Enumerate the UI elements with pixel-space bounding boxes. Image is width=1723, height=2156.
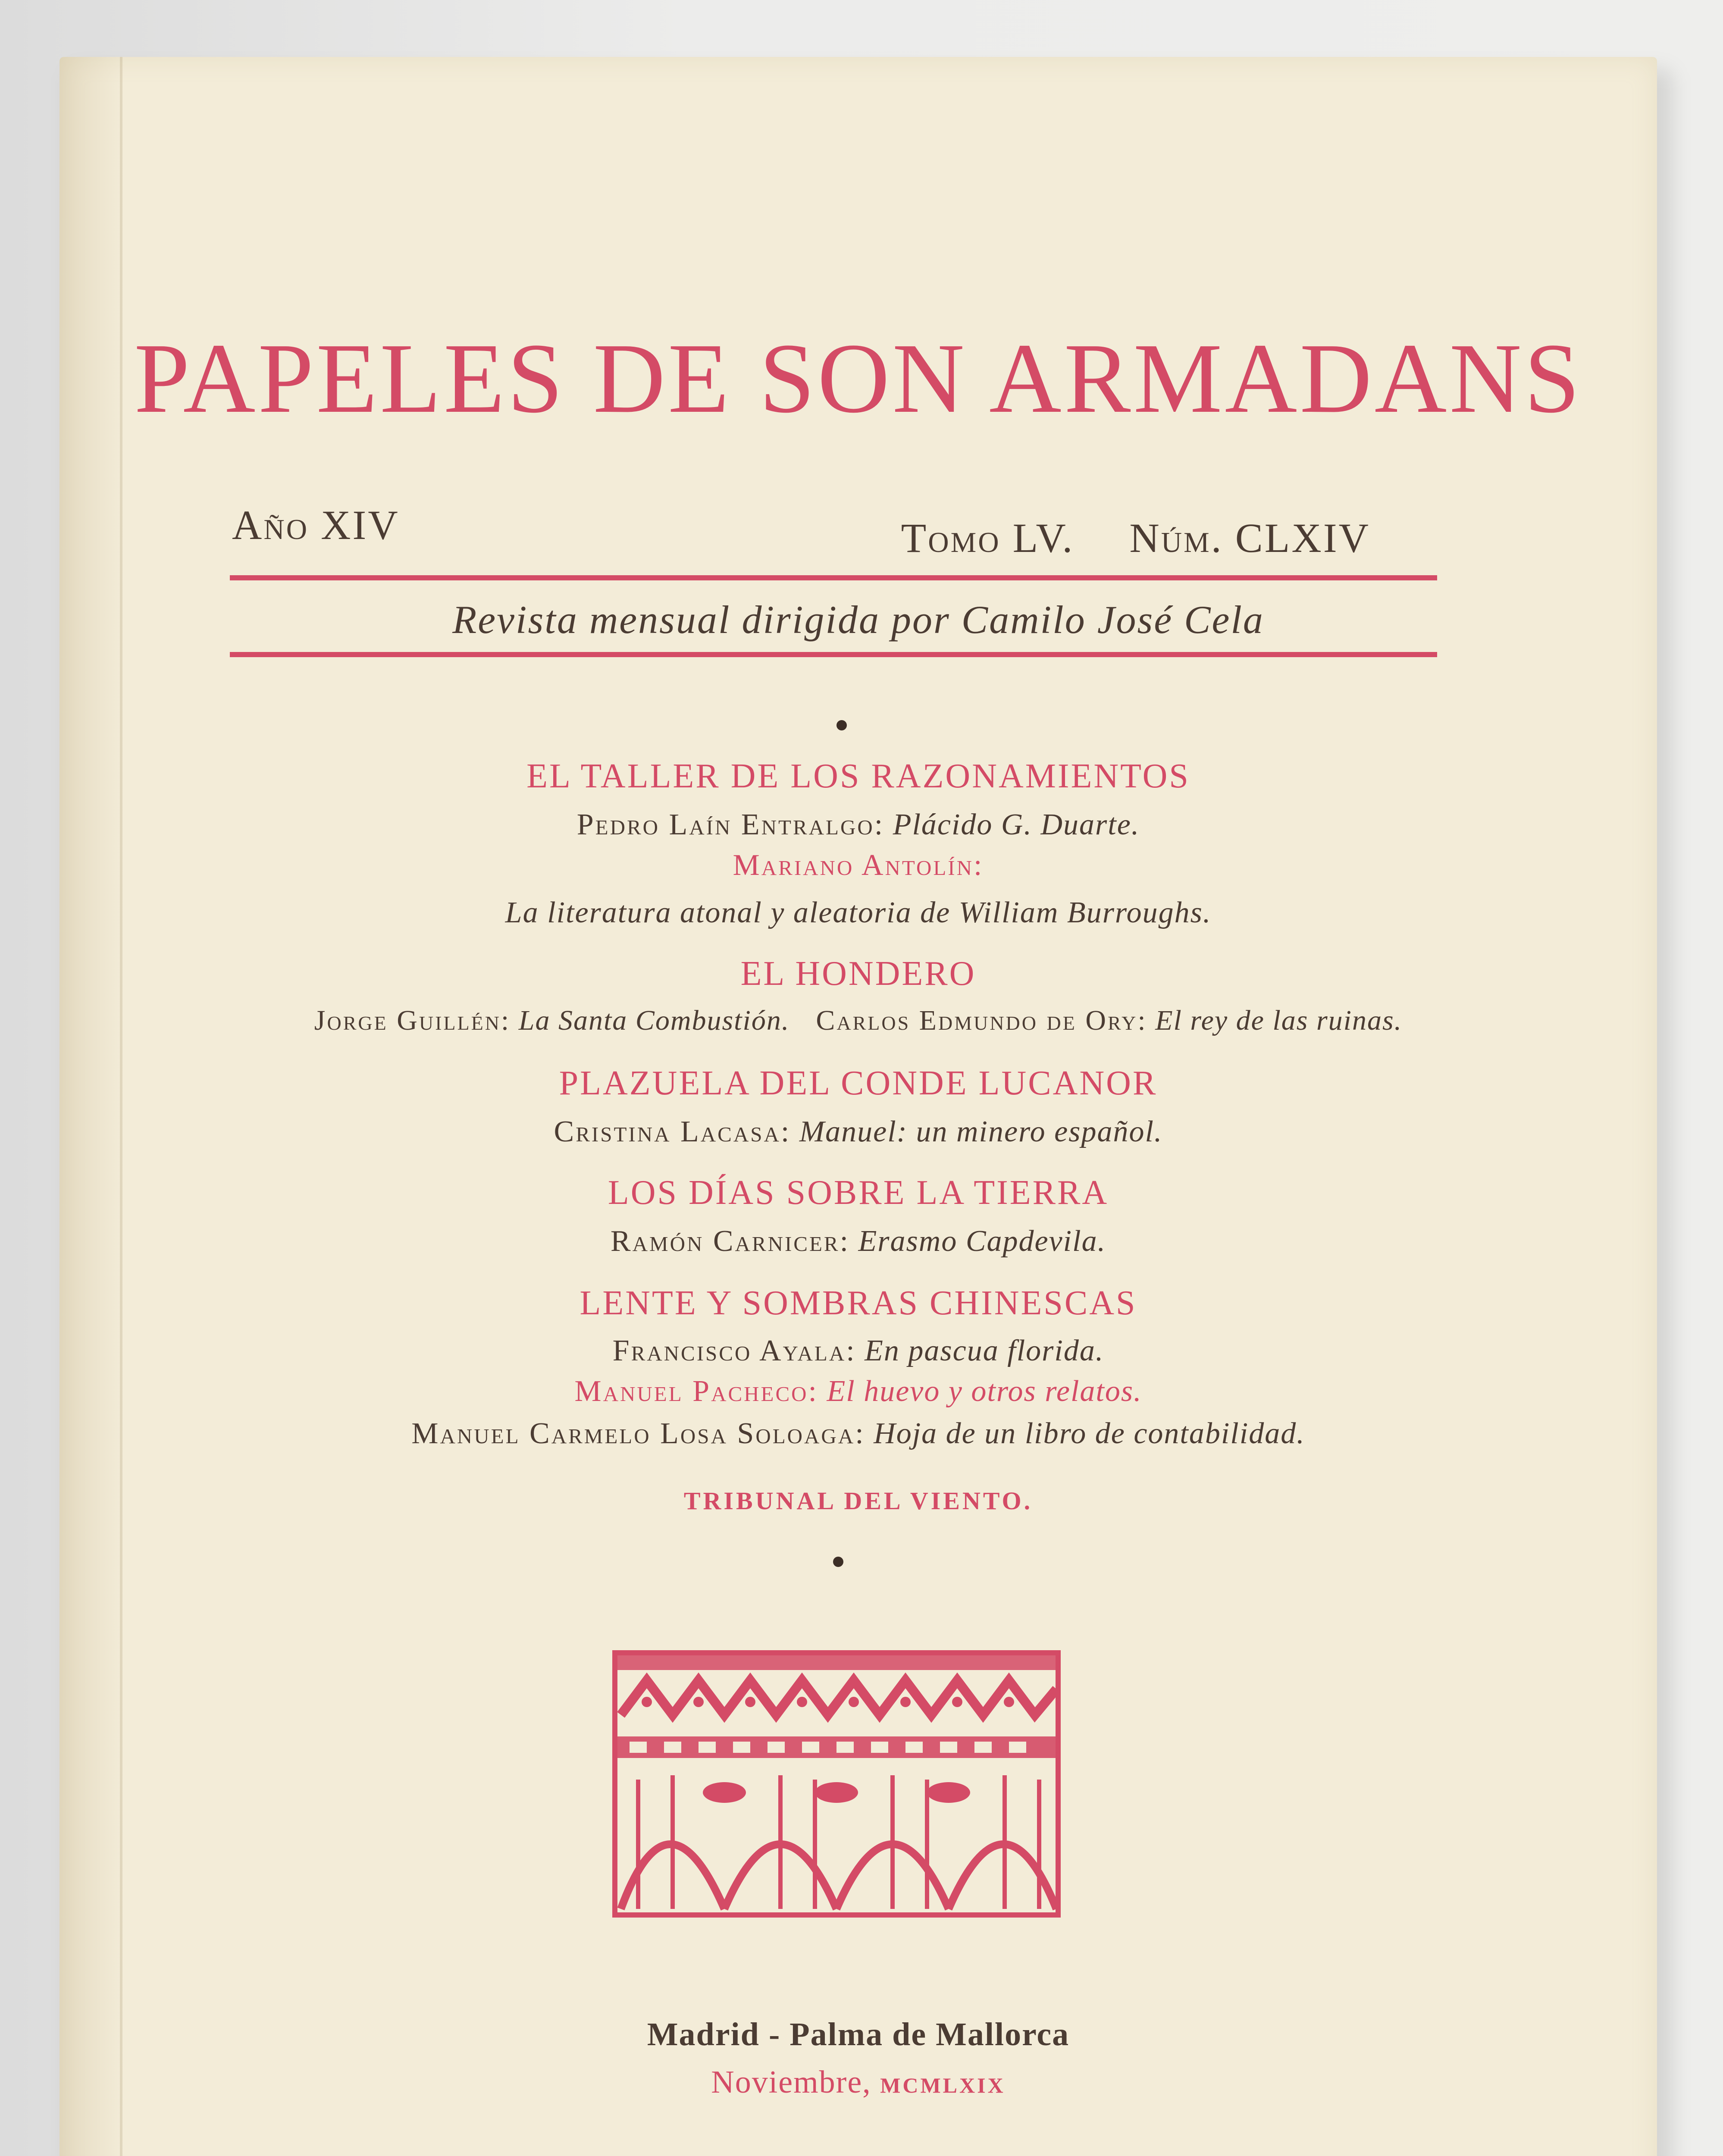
section-title: LENTE Y SOMBRAS CHINESCAS bbox=[580, 1284, 1137, 1322]
author: Francisco Ayala: bbox=[612, 1334, 856, 1367]
author: Manuel Pacheco: bbox=[574, 1375, 818, 1408]
author: Mariano Antolín: bbox=[733, 849, 984, 882]
year-roman: MCMLXIX bbox=[880, 2073, 1006, 2097]
section-title: EL HONDERO bbox=[740, 955, 976, 993]
bottom-rule bbox=[230, 652, 1437, 657]
toc-entry bbox=[60, 1117, 1657, 1147]
bullet-ornament bbox=[833, 1557, 843, 1567]
section-title: PLAZUELA DEL CONDE LUCANOR bbox=[559, 1064, 1158, 1102]
section-title: LOS DÍAS SOBRE LA TIERRA bbox=[608, 1174, 1109, 1212]
publication-place: Madrid - Palma de Mallorca bbox=[647, 2016, 1070, 2053]
section-title: EL TALLER DE LOS RAZONAMIENTOS bbox=[526, 757, 1190, 795]
tomo-label: Tomo LV. bbox=[901, 515, 1075, 561]
author: Jorge Guillén: bbox=[314, 1005, 511, 1036]
magazine-title: PAPELES DE SON ARMADANS bbox=[134, 323, 1582, 434]
author: Pedro Laín Entralgo: bbox=[576, 808, 885, 841]
toc-entry bbox=[60, 810, 1657, 840]
work-title: La Santa Combustión. bbox=[518, 1005, 790, 1036]
toc-entry bbox=[60, 1006, 1657, 1035]
work-title: El rey de las ruinas. bbox=[1155, 1005, 1403, 1036]
work-title: Erasmo Capdevila. bbox=[858, 1225, 1106, 1258]
work-title: Hoja de un libro de contabilidad. bbox=[874, 1417, 1305, 1450]
toc-entry bbox=[60, 1226, 1657, 1257]
author: Ramón Carnicer: bbox=[610, 1225, 850, 1258]
toc-entry bbox=[60, 1419, 1657, 1449]
work-title: Manuel: un minero español. bbox=[799, 1115, 1163, 1148]
magazine-cover bbox=[60, 57, 1657, 2156]
issue-year bbox=[232, 501, 400, 549]
author: Manuel Carmelo Losa Soloaga: bbox=[411, 1417, 865, 1450]
month: Noviembre, bbox=[711, 2065, 871, 2100]
tribunal-heading: TRIBUNAL DEL VIENTO. bbox=[683, 1487, 1033, 1515]
work-title: Plácido G. Duarte. bbox=[893, 808, 1140, 841]
issue-volume-number bbox=[901, 514, 1370, 562]
bullet-ornament bbox=[836, 720, 847, 730]
toc-entry bbox=[60, 1376, 1657, 1407]
toc-entry bbox=[60, 850, 1657, 881]
year-label: Año XIV bbox=[232, 502, 400, 548]
subtitle: Revista mensual dirigida por Camilo José Cela bbox=[452, 598, 1264, 642]
author: Carlos Edmundo de Ory: bbox=[816, 1005, 1147, 1036]
work-title: El huevo y otros relatos. bbox=[827, 1375, 1142, 1408]
top-rule bbox=[230, 575, 1437, 580]
work-title: La literatura atonal y aleatoria de William Burroughs. bbox=[505, 896, 1212, 929]
toc-entry bbox=[60, 1336, 1657, 1366]
toc-entry bbox=[60, 898, 1657, 928]
author: Cristina Lacasa: bbox=[554, 1115, 791, 1148]
woodcut-ornament-image bbox=[612, 1650, 1061, 1918]
numero-label: Núm. CLXIV bbox=[1129, 515, 1370, 561]
work-title: En pascua florida. bbox=[865, 1334, 1104, 1367]
publication-date bbox=[60, 2066, 1657, 2098]
